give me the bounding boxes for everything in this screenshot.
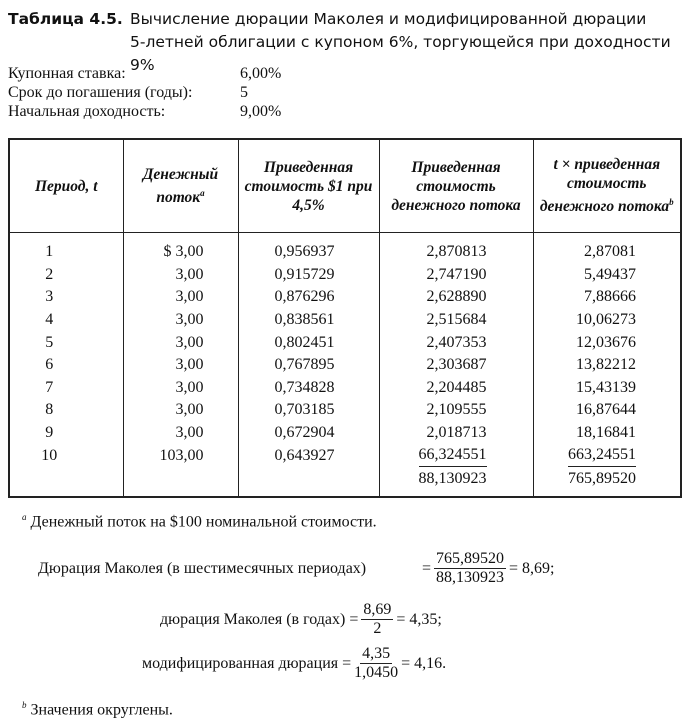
table-cell: 0,956937 — [238, 233, 379, 264]
header-t-pv: t × приведенная стоимость денежного потока$^b$ — [533, 139, 681, 233]
param-label: Срок до погашения (годы): — [8, 84, 193, 101]
table-cell: 5,49437 — [533, 264, 681, 287]
fraction: $\frac{8,69}{2}$ — [363, 601, 392, 637]
eq-label: Дюрация Маколея (в шестимесячных периодах) — [38, 559, 367, 577]
footnote-a: $^a$ Денежный поток на $100 номинальной стоимости. — [22, 512, 377, 531]
table-cell: 9 — [45, 424, 54, 442]
table-row — [9, 377, 681, 400]
table-cell: 66,324551 — [379, 444, 533, 467]
table-row — [9, 422, 681, 445]
footnote-mark: b — [669, 197, 674, 208]
table-cell: 15,43139 — [533, 377, 681, 400]
param-row — [8, 83, 281, 102]
table-cell: 10 — [41, 446, 58, 464]
table-cell: 1 — [45, 243, 54, 261]
table-cell: 0,915729 — [238, 264, 379, 287]
table-cell: 0,672904 — [238, 422, 379, 445]
table-cell: 3,00 — [123, 286, 238, 309]
table-cell: 5 — [45, 333, 54, 351]
table-cell: 7,88666 — [533, 286, 681, 309]
fraction: $\frac{765,89520}{88,130923}$ — [436, 550, 505, 586]
header-row — [9, 139, 681, 233]
table-cell: 2,87081 — [533, 233, 681, 264]
table-cell: 0,734828 — [238, 377, 379, 400]
header-period: Период, t — [9, 139, 123, 233]
total-pv: 88,130923 — [379, 467, 533, 497]
table-cell: 3 — [45, 288, 54, 306]
param-value: 5 — [240, 84, 248, 101]
header-pv-factor: Приведенная стоимость $1 при 4,5% — [238, 139, 379, 233]
table-cell: 7 — [45, 378, 54, 396]
table-cell: 3,00 — [123, 264, 238, 287]
table-cell: 0,838561 — [238, 309, 379, 332]
table-cell: 2,109555 — [379, 399, 533, 422]
totals-row — [9, 467, 681, 497]
table-cell: 2,747190 — [379, 264, 533, 287]
table-cell: 16,87644 — [533, 399, 681, 422]
table-cell: 2 — [45, 265, 54, 283]
table-row — [9, 399, 681, 422]
table-cell: 2,628890 — [379, 286, 533, 309]
table-row — [9, 354, 681, 377]
table-cell: $ 3,00 — [123, 233, 238, 264]
footnote-b: $^b$ Значения округлены. — [22, 700, 173, 719]
parameters — [8, 64, 281, 121]
total-t-pv: 765,89520 — [533, 467, 681, 497]
table-cell: 2,407353 — [379, 331, 533, 354]
equation-modified: модифицированная дюрация = $\frac{4,35}{1,0450}$ = 4,16. — [142, 645, 447, 681]
header-cashflow: Денежный поток$^a$ — [123, 139, 238, 233]
table-cell: 3,00 — [123, 309, 238, 332]
table-cell — [123, 467, 238, 497]
table-cell: 3,00 — [123, 399, 238, 422]
table-cell: 4 — [45, 311, 54, 329]
table-cell: 2,204485 — [379, 377, 533, 400]
equation-macaulay-periods: Дюрация Маколея (в шестимесячных периодах) = $\frac{765,89520}{88,130923}$ = 8,69; — [38, 550, 555, 586]
title-line: Вычисление дюрации Маколея и модифицированной дюрации — [130, 10, 647, 28]
table-cell: 2,870813 — [379, 233, 533, 264]
table-cell: 3,00 — [123, 422, 238, 445]
equation-macaulay-years: дюрация Маколея (в годах) = $\frac{8,69}{2}$ = 4,35; — [160, 601, 442, 637]
table-row — [9, 264, 681, 287]
param-label: Купонная ставка: — [8, 65, 126, 82]
footnote-mark: a — [200, 187, 205, 198]
table-cell: 0,703185 — [238, 399, 379, 422]
param-label: Начальная доходность: — [8, 103, 166, 120]
title-line: 5-летней облигации с купоном 6%, торгующейся при доходности 9% — [130, 33, 671, 74]
table-row — [9, 286, 681, 309]
table-cell: 12,03676 — [533, 331, 681, 354]
table-cell: 2,018713 — [379, 422, 533, 445]
table-cell: 6 — [45, 356, 54, 374]
table-cell: 3,00 — [123, 354, 238, 377]
table-cell: 13,82212 — [533, 354, 681, 377]
table-cell: 0,876296 — [238, 286, 379, 309]
table-cell: 8 — [45, 401, 54, 419]
table-number: Таблица 4.5. — [8, 10, 123, 28]
fraction: $\frac{4,35}{1,0450}$ — [354, 645, 399, 681]
table-cell: 3,00 — [123, 331, 238, 354]
table-cell — [9, 467, 123, 497]
table-cell: 0,767895 — [238, 354, 379, 377]
table-cell: 18,16841 — [533, 422, 681, 445]
table-cell: 3,00 — [123, 377, 238, 400]
table-cell: 10,06273 — [533, 309, 681, 332]
param-value: 9,00% — [240, 103, 282, 120]
eq-label: модифицированная дюрация = — [142, 654, 352, 672]
header-pv-cashflow: Приведенная стоимость денежного потока — [379, 139, 533, 233]
table-cell: 103,00 — [123, 444, 238, 467]
param-row — [8, 64, 281, 83]
table-row — [9, 444, 681, 467]
table-cell: 2,303687 — [379, 354, 533, 377]
table-row — [9, 309, 681, 332]
table-cell — [238, 467, 379, 497]
duration-table — [8, 138, 682, 498]
table-row — [9, 233, 681, 264]
table-cell: 663,24551 — [533, 444, 681, 467]
table-cell: 0,802451 — [238, 331, 379, 354]
param-row — [8, 102, 281, 121]
param-value: 6,00% — [240, 65, 282, 82]
eq-label: дюрация Маколея (в годах) = — [160, 610, 359, 628]
table-row — [9, 331, 681, 354]
table-cell: 2,515684 — [379, 309, 533, 332]
table-cell: 0,643927 — [238, 444, 379, 467]
